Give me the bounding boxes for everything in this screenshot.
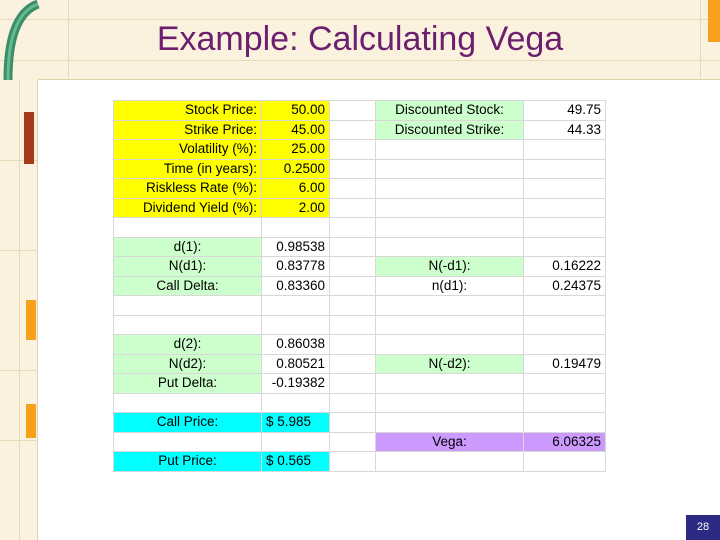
empty-cell [524,296,606,316]
brown-accent-block [24,112,34,164]
empty-cell [524,374,606,394]
frame-line-vertical [37,80,38,540]
value-volatility: 25.00 [262,140,330,160]
label-dividend-yield: Dividend Yield (%): [114,198,262,218]
empty-cell [114,315,262,335]
table-row [114,315,606,335]
empty-cell [262,315,330,335]
empty-cell [330,179,376,199]
empty-cell [330,432,376,452]
value-small-n-d1: 0.24375 [524,276,606,296]
label-call-price: Call Price: [114,413,262,433]
label-n-d2: N(d2): [114,354,262,374]
empty-cell [524,393,606,413]
label-discounted-strike: Discounted Strike: [376,120,524,140]
label-put-delta: Put Delta: [114,374,262,394]
empty-cell [330,140,376,160]
empty-cell [330,354,376,374]
table-row [114,296,606,316]
value-n-minus-d1: 0.16222 [524,257,606,277]
empty-cell [524,179,606,199]
label-n-minus-d1: N(-d1): [376,257,524,277]
empty-cell [524,413,606,433]
empty-cell [524,452,606,472]
empty-cell [524,237,606,257]
table-row [114,237,606,257]
empty-cell [330,120,376,140]
table-row [114,374,606,394]
empty-cell [376,374,524,394]
label-n-minus-d2: N(-d2): [376,354,524,374]
value-riskless-rate: 6.00 [262,179,330,199]
empty-cell [330,393,376,413]
empty-cell [330,296,376,316]
value-time: 0.2500 [262,159,330,179]
empty-cell [524,140,606,160]
orange-accent-block [26,404,36,438]
table-row [114,276,606,296]
empty-cell [330,257,376,277]
value-dividend-yield: 2.00 [262,198,330,218]
empty-cell [376,315,524,335]
empty-cell [376,296,524,316]
orange-accent-block [26,300,36,340]
slide-title: Example: Calculating Vega [156,20,564,58]
empty-cell [114,432,262,452]
empty-cell [376,179,524,199]
empty-cell [262,296,330,316]
table-row [114,452,606,472]
empty-cell [330,374,376,394]
label-time: Time (in years): [114,159,262,179]
empty-cell [330,335,376,355]
label-riskless-rate: Riskless Rate (%): [114,179,262,199]
label-d1: d(1): [114,237,262,257]
empty-cell [376,198,524,218]
grid-line [0,370,38,371]
empty-cell [330,237,376,257]
empty-cell [376,335,524,355]
empty-cell [114,218,262,238]
empty-cell [376,140,524,160]
grid-line [0,60,720,61]
table-row [114,218,606,238]
empty-cell [524,198,606,218]
empty-cell [524,159,606,179]
empty-cell [376,452,524,472]
empty-cell [376,237,524,257]
label-n-d1: N(d1): [114,257,262,277]
empty-cell [376,159,524,179]
value-d1: 0.98538 [262,237,330,257]
empty-cell [114,393,262,413]
value-discounted-stock: 49.75 [524,101,606,121]
empty-cell [376,218,524,238]
grid-line [700,0,701,80]
table-row [114,354,606,374]
swirl-decoration-icon [0,0,40,80]
page-number: 28 [686,515,720,540]
empty-cell [330,159,376,179]
label-small-n-d1: n(d1): [376,276,524,296]
vega-spreadsheet [113,100,606,472]
grid-line [68,0,69,80]
empty-cell [524,315,606,335]
table-row [114,257,606,277]
value-vega: 6.06325 [524,432,606,452]
value-n-d1: 0.83778 [262,257,330,277]
empty-cell [330,452,376,472]
table-row [114,120,606,140]
label-discounted-stock: Discounted Stock: [376,101,524,121]
value-put-delta: -0.19382 [262,374,330,394]
frame-line-horizontal [38,79,720,80]
value-discounted-strike: 44.33 [524,120,606,140]
table-row [114,413,606,433]
table-row [114,198,606,218]
value-d2: 0.86038 [262,335,330,355]
orange-accent-block [708,0,720,42]
label-vega: Vega: [376,432,524,452]
empty-cell [330,276,376,296]
empty-cell [330,218,376,238]
label-strike-price: Strike Price: [114,120,262,140]
grid-line [0,250,38,251]
table-row [114,393,606,413]
value-strike-price: 45.00 [262,120,330,140]
empty-cell [376,413,524,433]
label-volatility: Volatility (%): [114,140,262,160]
empty-cell [524,335,606,355]
value-call-price: $ 5.985 [262,413,330,433]
grid-line [19,80,20,540]
value-n-d2: 0.80521 [262,354,330,374]
empty-cell [262,393,330,413]
empty-cell [330,315,376,335]
empty-cell [524,218,606,238]
table-row [114,432,606,452]
empty-cell [262,432,330,452]
empty-cell [262,218,330,238]
empty-cell [376,393,524,413]
table-row [114,159,606,179]
grid-line [0,440,38,441]
table-row [114,140,606,160]
table-row [114,179,606,199]
empty-cell [330,413,376,433]
value-n-minus-d2: 0.19479 [524,354,606,374]
label-stock-price: Stock Price: [114,101,262,121]
label-d2: d(2): [114,335,262,355]
value-put-price: $ 0.565 [262,452,330,472]
value-call-delta: 0.83360 [262,276,330,296]
empty-cell [114,296,262,316]
empty-cell [330,198,376,218]
empty-cell [330,101,376,121]
label-call-delta: Call Delta: [114,276,262,296]
table-row [114,335,606,355]
value-stock-price: 50.00 [262,101,330,121]
table-row [114,101,606,121]
label-put-price: Put Price: [114,452,262,472]
